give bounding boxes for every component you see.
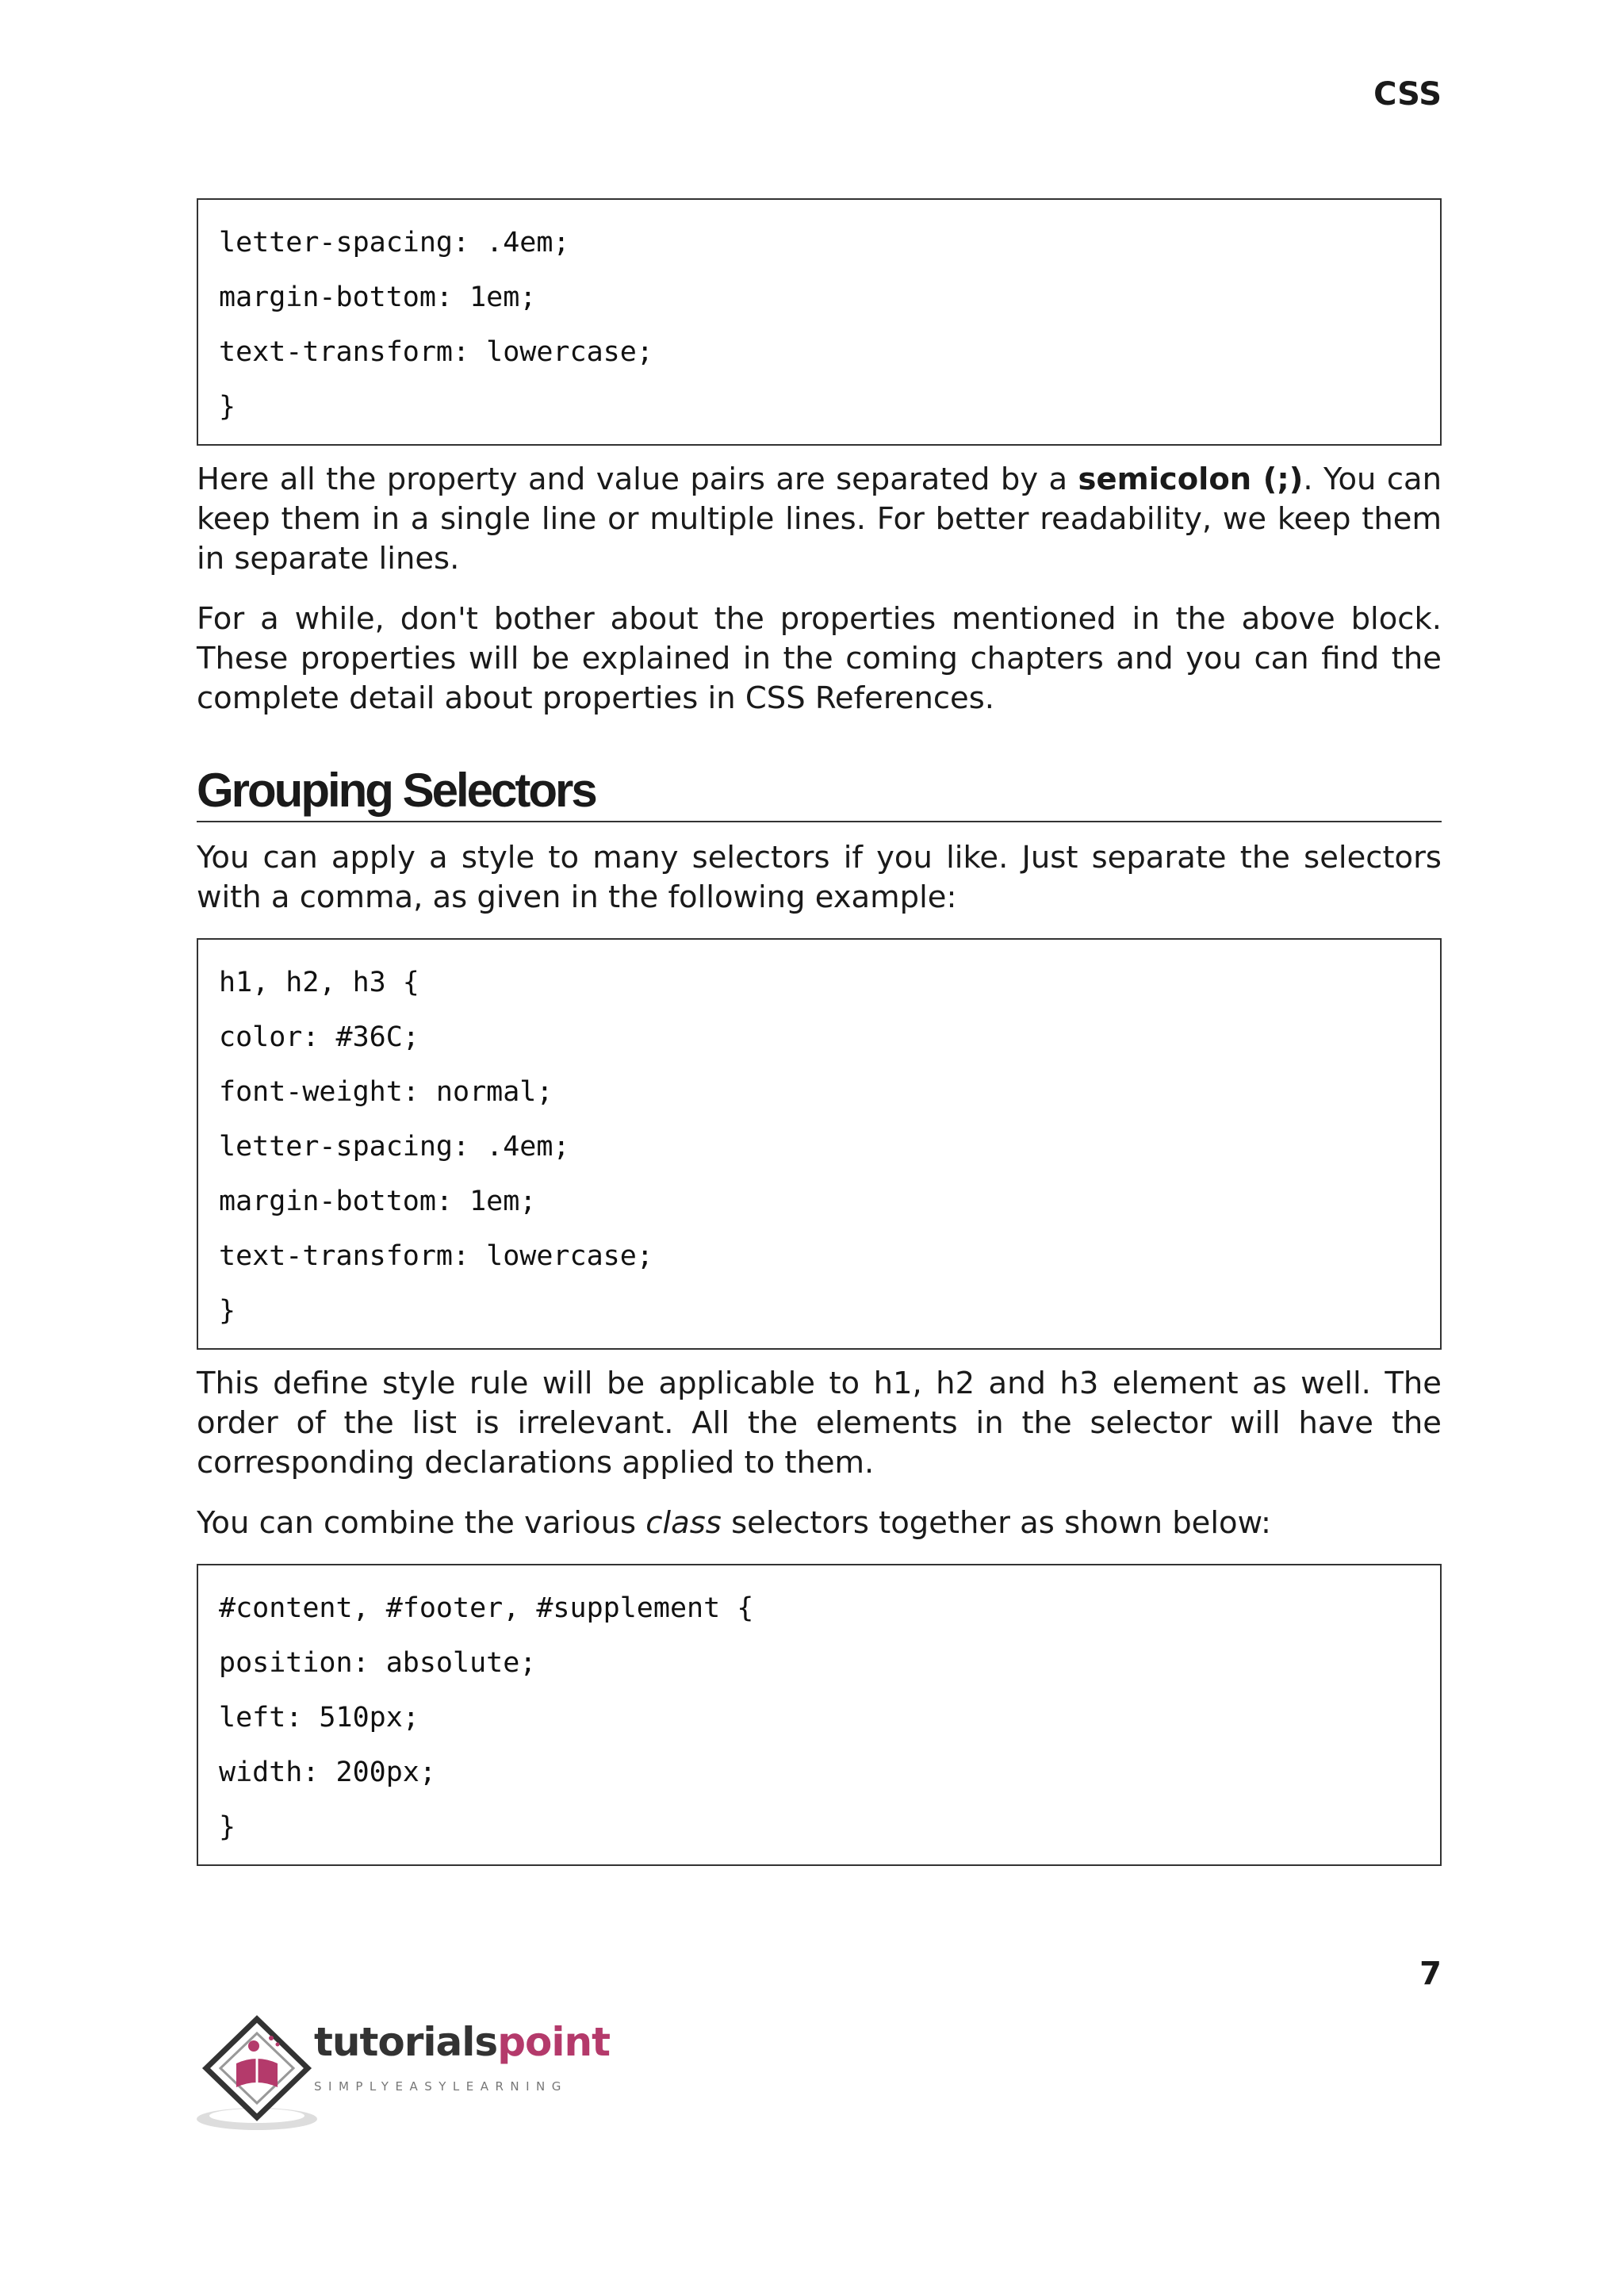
code-line: h1, h2, h3 { (219, 967, 419, 998)
logo-wordmark (314, 2019, 610, 2065)
logo-tagline: SIMPLYEASYLEARNING (314, 2079, 568, 2094)
paragraph-text: selectors together as shown below: (721, 1505, 1271, 1541)
page-number: 7 (1419, 1956, 1442, 1992)
paragraph-semicolon (197, 460, 1442, 579)
code-block-3 (197, 1564, 1442, 1866)
code-block-2 (197, 938, 1442, 1350)
paragraph-rule-applicable: This define style rule will be applicable to h1, h2 and h3 element as well. The order of the list is irrelevant. All the elements in the selector will have the corresponding declarations applied to them. (197, 1366, 1442, 1481)
paragraph-text: Here all the property and value pairs are separated by a (197, 462, 1078, 497)
code-line: text-transform: lowercase; (219, 1240, 653, 1272)
code-block-1 (197, 198, 1442, 446)
code-line: font-weight: normal; (219, 1076, 553, 1108)
paragraph-text: . You can keep them in a single line or multiple lines. For better readability, we keep them in separate lines. (197, 462, 1442, 577)
code-line: letter-spacing: .4em; (219, 227, 570, 259)
code-line: color: #36C; (219, 1021, 419, 1053)
code-line: text-transform: lowercase; (219, 336, 653, 368)
code-line: #content, #footer, #supplement { (219, 1592, 754, 1624)
code-line: margin-bottom: 1em; (219, 282, 537, 313)
section-heading: Grouping Selectors (197, 763, 1442, 822)
logo-wordmark-part: point (497, 2019, 610, 2065)
paragraph-properties: For a while, don't bother about the properties mentioned in the above block. These properties will be explained in the coming chapters and you can find the complete detail about properties in CSS References. (197, 601, 1442, 716)
page-content (197, 198, 1442, 1866)
paragraph-grouping-intro: You can apply a style to many selectors if you like. Just separate the selectors with a comma, as given in the following example: (197, 840, 1442, 915)
code-line: } (219, 1811, 236, 1843)
italic-term: class (645, 1505, 722, 1541)
code-line: position: absolute; (219, 1647, 537, 1679)
code-line: margin-bottom: 1em; (219, 1186, 537, 1217)
code-line: } (219, 391, 236, 423)
logo-wordmark-part: tutorials (314, 2019, 498, 2065)
code-line: width: 200px; (219, 1757, 436, 1788)
bold-term: semicolon (;) (1078, 462, 1304, 497)
code-line: letter-spacing: .4em; (219, 1131, 570, 1163)
paragraph-class-selectors (197, 1504, 1442, 1543)
tutorialspoint-logo-icon (195, 2014, 322, 2133)
code-line: left: 510px; (219, 1702, 419, 1734)
paragraph-text: You can combine the various (197, 1505, 646, 1541)
code-line: } (219, 1295, 236, 1327)
tutorialspoint-logo (195, 2014, 610, 2133)
page-header-title: CSS (1373, 76, 1442, 113)
